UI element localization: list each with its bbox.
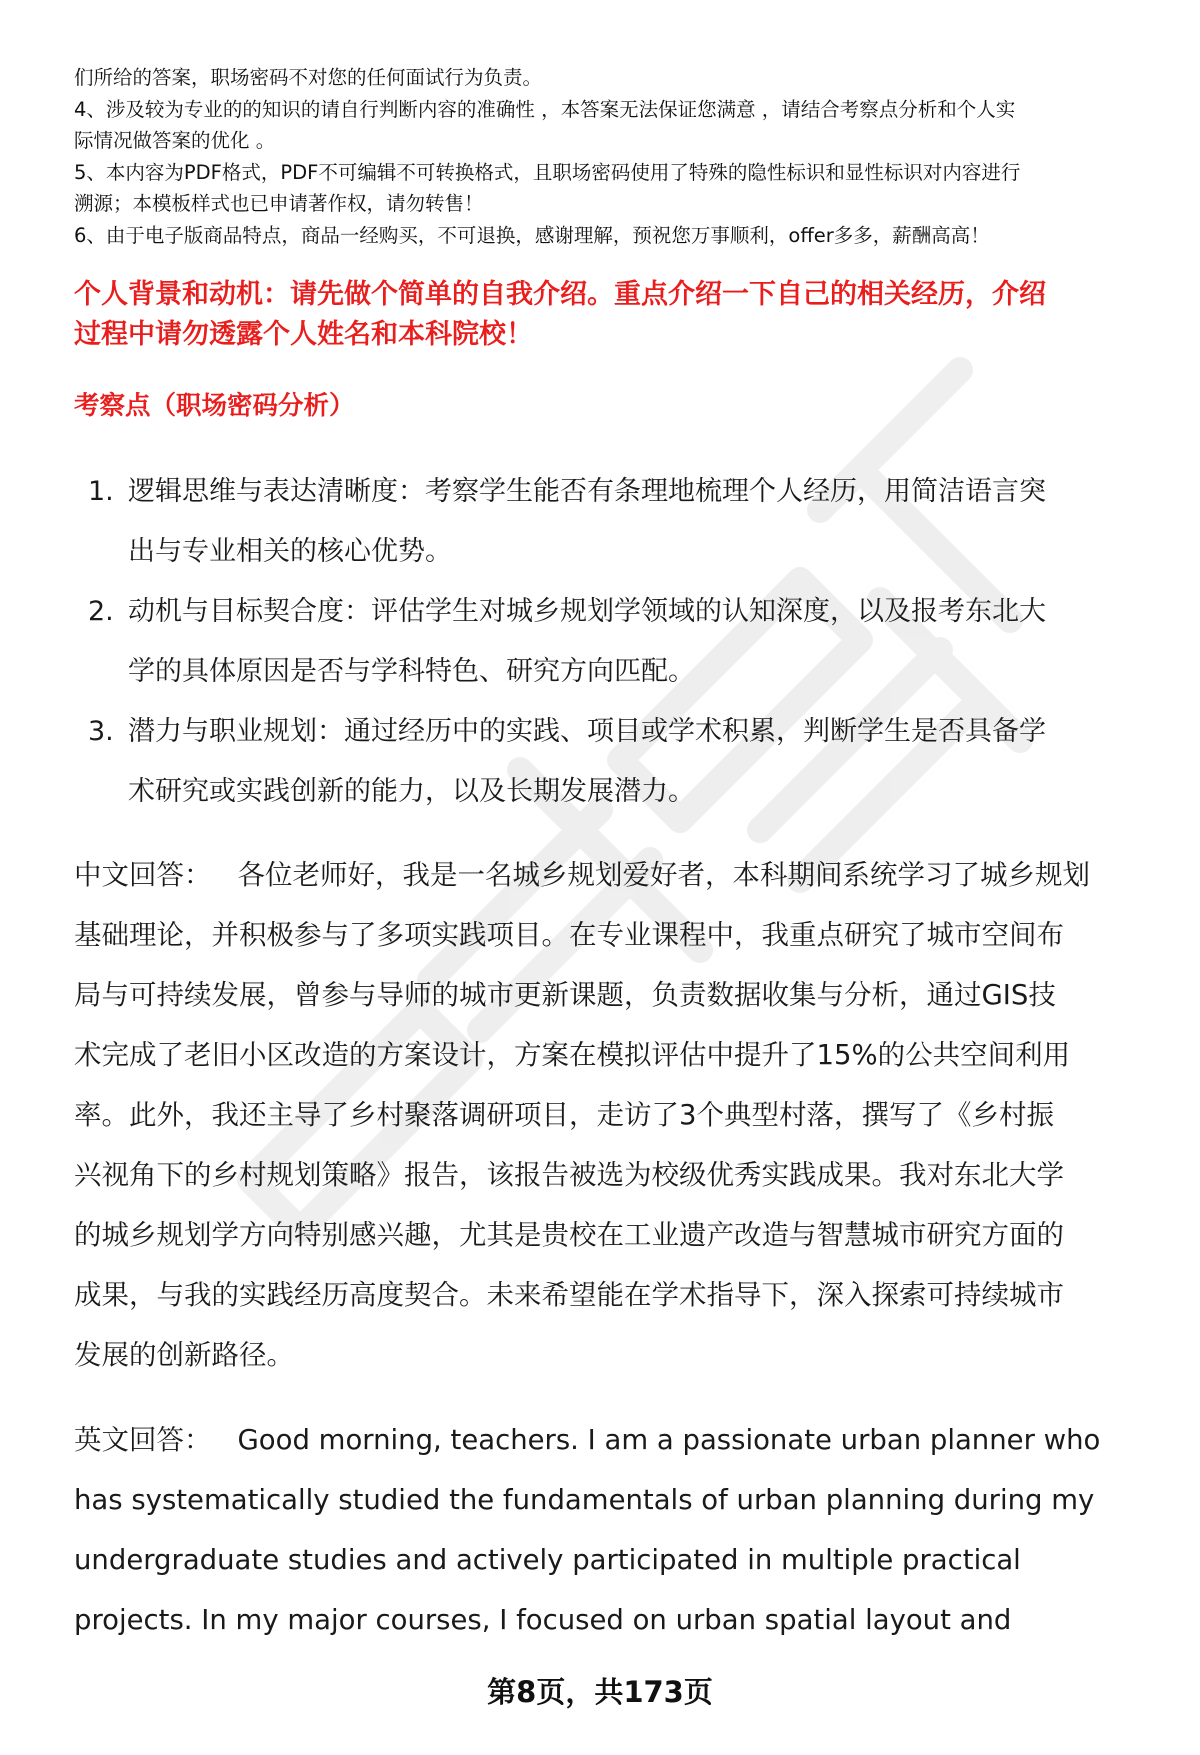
- answer-line: 的城乡规划学方向特别感兴趣，尤其是贵校在工业遗产改造与智慧城市研究方面的: [74, 1219, 1064, 1251]
- question-line: 过程中请勿透露个人姓名和本科院校！: [74, 319, 533, 350]
- disclaimer-line: 6、由于电子版商品特点，商品一经购买，不可退换，感谢理解，预祝您万事顺利，offer多多，薪酬高高！: [74, 223, 990, 247]
- point-line: 潜力与职业规划：通过经历中的实践、项目或学术积累，判断学生是否具备学: [128, 716, 1046, 747]
- analysis-title: 考察点（职场密码分析）: [74, 391, 355, 421]
- analysis-point: [74, 702, 1174, 822]
- answer-line: 术完成了老旧小区改造的方案设计，方案在模拟评估中提升了15%的公共空间利用: [74, 1039, 1071, 1071]
- point-line: 出与专业相关的核心优势。: [128, 536, 452, 567]
- answer-label: 中文回答：: [74, 859, 212, 891]
- answer-line: projects. In my major courses, I focused on urban spatial layout and: [74, 1604, 1012, 1636]
- answer-line: 兴视角下的乡村规划策略》报告，该报告被选为校级优秀实践成果。我对东北大学: [74, 1159, 1064, 1191]
- answer-line: 基础理论，并积极参与了多项实践项目。在专业课程中，我重点研究了城市空间布: [74, 919, 1064, 951]
- english-answer: [74, 1410, 1164, 1650]
- point-number: 1.: [88, 476, 114, 507]
- point-number: 3.: [88, 716, 114, 747]
- answer-first-line: [74, 845, 1164, 905]
- answer-label: 英文回答：: [74, 1424, 212, 1456]
- disclaimer-line: 们所给的答案，职场密码不对您的任何面试行为负责。: [74, 66, 543, 89]
- answer-text: Good morning, teachers. I am a passionate urban planner who: [237, 1424, 1101, 1456]
- point-line: 学的具体原因是否与学科特色、研究方向匹配。: [128, 656, 695, 687]
- chinese-answer: [74, 845, 1164, 1385]
- point-line: 逻辑思维与表达清晰度：考察学生能否有条理地梳理个人经历，用简洁语言突: [128, 476, 1046, 507]
- interview-question: [74, 275, 1164, 355]
- analysis-point: [74, 582, 1174, 702]
- disclaimer-notes: [74, 62, 1164, 251]
- answer-line: 局与可持续发展，曾参与导师的城市更新课题，负责数据收集与分析，通过GIS技: [74, 979, 1056, 1011]
- disclaimer-line: 5、本内容为PDF格式，PDF不可编辑不可转换格式，且职场密码使用了特殊的隐性标识和显性标识对内容进行: [74, 160, 1021, 184]
- disclaimer-line: 4、涉及较为专业的的知识的请自行判断内容的准确性 ，本答案无法保证您满意 ，请结合考察点分析和个人实: [74, 97, 1016, 121]
- answer-line: has systematically studied the fundamentals of urban planning during my: [74, 1484, 1095, 1516]
- answer-line: undergraduate studies and actively participated in multiple practical: [74, 1544, 1021, 1576]
- page-number: 第8页，共173页: [487, 1675, 713, 1709]
- point-line: 术研究或实践创新的能力，以及长期发展潜力。: [128, 776, 695, 807]
- answer-first-line: [74, 1410, 1164, 1470]
- answer-line: 率。此外，我还主导了乡村聚落调研项目，走访了3个典型村落，撰写了《乡村振: [74, 1099, 1054, 1131]
- disclaimer-line: 溯源；本模板样式也已申请著作权，请勿转售！: [74, 192, 484, 215]
- answer-text: 各位老师好，我是一名城乡规划爱好者，本科期间系统学习了城乡规划: [237, 859, 1090, 891]
- point-line: 动机与目标契合度：评估学生对城乡规划学领域的认知深度，以及报考东北大: [128, 596, 1046, 627]
- analysis-point: [74, 462, 1174, 582]
- disclaimer-line: 际情况做答案的优化 。: [74, 129, 276, 152]
- point-number: 2.: [88, 596, 114, 627]
- question-line: 个人背景和动机：请先做个简单的自我介绍。重点介绍一下自己的相关经历，介绍: [74, 279, 1046, 310]
- answer-line: 成果，与我的实践经历高度契合。未来希望能在学术指导下，深入探索可持续城市: [74, 1279, 1064, 1311]
- answer-line: 发展的创新路径。: [74, 1339, 294, 1371]
- analysis-points: [74, 462, 1174, 822]
